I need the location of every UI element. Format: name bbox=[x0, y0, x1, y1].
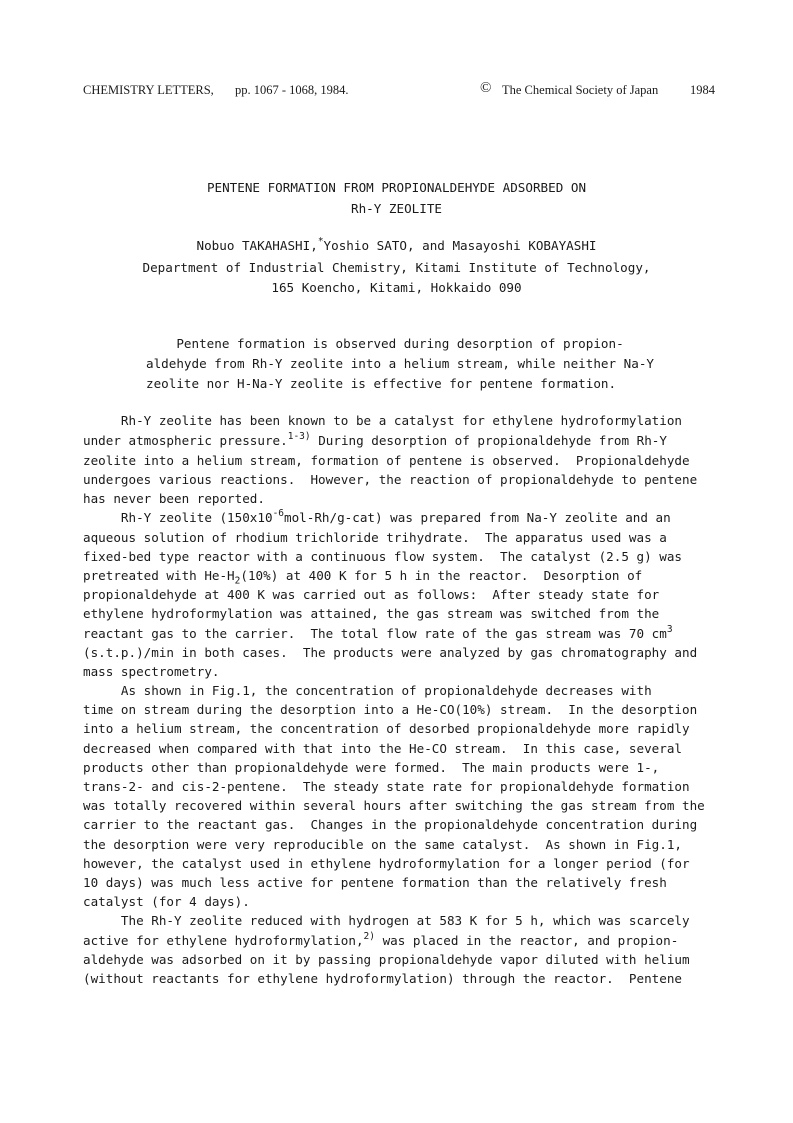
subscript: 2 bbox=[234, 575, 241, 587]
body-line: pretreated with $He-H_2(10\%)$ at 400 K for 5 h in the reactor. Desorption of bbox=[83, 568, 643, 587]
body-line: fixed-bed type reactor with a continuous flow system. The catalyst (2.5 g) was bbox=[83, 549, 682, 564]
body-line: has never been reported. bbox=[83, 491, 265, 506]
journal-name: CHEMISTRY LETTERS, bbox=[83, 83, 214, 97]
affiliation-line: Department of Industrial Chemistry, Kitami Institute of Technology, bbox=[142, 260, 651, 275]
body-line: (s.t.p.)/min in both cases. The products were analyzed by gas chromatography and bbox=[83, 645, 698, 660]
reference-marker: 1-3) bbox=[287, 430, 311, 442]
body-line: time on stream during the desorption into a He-CO(10%) stream. In the desorption bbox=[83, 702, 698, 717]
abstract-line: Pentene formation is observed during desorption of propion- bbox=[146, 336, 624, 351]
corresponding-author-mark: * bbox=[317, 235, 324, 247]
author-name: Yoshio SATO, and Masayoshi KOBAYASHI bbox=[323, 238, 597, 253]
affiliation-line: 165 Koencho, Kitami, Hokkaido 090 bbox=[271, 280, 522, 295]
body-line: trans-2- and cis-2-pentene. The steady state rate for propionaldehyde formation bbox=[83, 779, 690, 794]
title-line: PENTENE FORMATION FROM PROPIONALDEHYDE ADSORBED ON bbox=[206, 180, 587, 195]
body-line: reactant gas to the carrier. The total flow rate of the gas stream was 70 $cm^3$ bbox=[83, 623, 673, 641]
exponent: -6 bbox=[272, 507, 285, 519]
abstract-line: aldehyde from Rh-Y zeolite into a helium stream, while neither Na-Y bbox=[146, 356, 654, 371]
body-line: decreased when compared with that into the He-CO stream. In this case, several bbox=[83, 741, 682, 756]
body-line: carrier to the reactant gas. Changes in the propionaldehyde concentration during bbox=[83, 817, 698, 832]
page-range: pp. 1067 - 1068, 1984. bbox=[235, 83, 349, 97]
body-line: ethylene hydroformylation was attained, the gas stream was switched from the bbox=[83, 606, 660, 621]
body-line: aldehyde was adsorbed on it by passing propionaldehyde vapor diluted with helium bbox=[83, 952, 690, 967]
body-line: however, the catalyst used in ethylene hydroformylation for a longer period (for bbox=[83, 856, 690, 871]
copyright-icon: © bbox=[480, 80, 492, 96]
body-line: active for ethylene hydroformylation,$^{2)}$ was placed in the reactor, and propion- bbox=[83, 930, 679, 948]
publication-year: 1984 bbox=[690, 83, 715, 97]
author-line bbox=[0, 235, 793, 253]
body-line: aqueous solution of rhodium trichloride trihydrate. The apparatus used was a bbox=[83, 530, 667, 545]
body-line: products other than propionaldehyde were formed. The main products were 1-, bbox=[83, 760, 660, 775]
body-line: (without reactants for ethylene hydroformylation) through the reactor. Pentene bbox=[83, 971, 682, 986]
reference-marker: 2) bbox=[363, 930, 375, 942]
body-line: Rh-Y zeolite has been known to be a catalyst for ethylene hydroformylation bbox=[83, 413, 682, 428]
exponent: 3 bbox=[666, 623, 673, 635]
body-line: undergoes various reactions. However, the reaction of propionaldehyde to pentene bbox=[83, 472, 698, 487]
body-line: into a helium stream, the concentration of desorbed propionaldehyde more rapidly bbox=[83, 721, 690, 736]
body-line: As shown in Fig.1, the concentration of propionaldehyde decreases with bbox=[83, 683, 652, 698]
abstract-line: zeolite nor H-Na-Y zeolite is effective for pentene formation. bbox=[146, 376, 617, 391]
body-line: was totally recovered within several hours after switching the gas stream from the bbox=[83, 798, 705, 813]
body-line: propionaldehyde at 400 K was carried out as follows: After steady state for bbox=[83, 587, 660, 602]
society-name: The Chemical Society of Japan bbox=[502, 83, 659, 97]
body-line: Rh-Y zeolite $(150x10^{-6}mol-Rh/g-cat)$ was prepared from Na-Y zeolite and an bbox=[83, 507, 671, 525]
title-line: Rh-Y ZEOLITE bbox=[351, 201, 442, 216]
body-line: under atmospheric pressure.$^{1-3)}$ During desorption of propionaldehyde from Rh-Y bbox=[83, 430, 667, 448]
author-name: Nobuo TAKAHASHI, bbox=[196, 238, 318, 253]
body-line: mass spectrometry. bbox=[83, 664, 220, 679]
body-line: the desorption were very reproducible on the same catalyst. As shown in Fig.1, bbox=[83, 837, 682, 852]
body-line: The Rh-Y zeolite reduced with hydrogen at 583 K for 5 h, which was scarcely bbox=[83, 913, 690, 928]
body-line: 10 days) was much less active for pentene formation than the relatively fresh bbox=[83, 875, 667, 890]
body-line: catalyst (for 4 days). bbox=[83, 894, 250, 909]
body-line: zeolite into a helium stream, formation of pentene is observed. Propionaldehyde bbox=[83, 453, 690, 468]
